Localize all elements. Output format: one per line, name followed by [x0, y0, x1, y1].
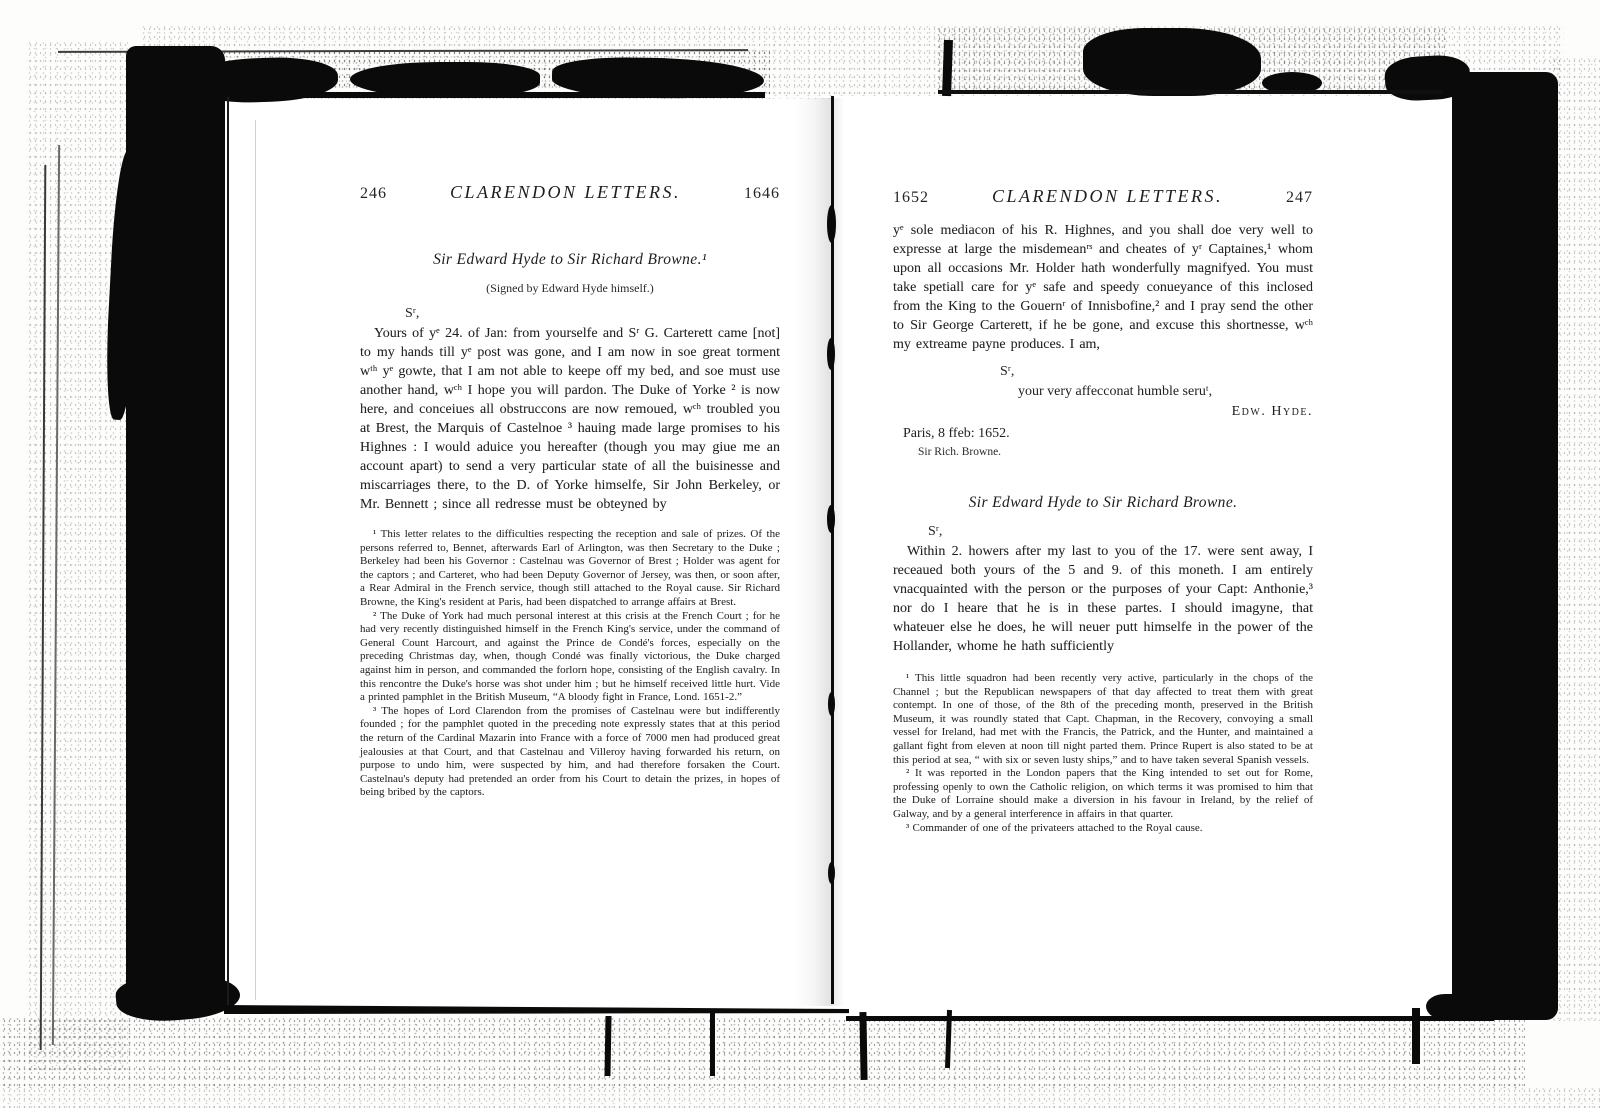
signature: Edw. Hyde. [1231, 404, 1313, 419]
page-number: 246 [360, 185, 387, 202]
footnote: ² The Duke of York had much personal interest at this crisis at the French Court ; for he had very recently distinguished himself in the French King's service, under the command of General Count Harcourt, and against the Prince de Condé's forces, especially on the preceding Christmas day, when, though Condé was finally victorious, the Duke charged against him in person, and commanded the forlorn hope, consisting of the English cavalry. In this rencontre the Duke's horse was shot under him ; but he himself received little hurt. Vide a printed pamphlet in the British Museum, “A bloody fight in France, Lond. 1651-2.” [360, 609, 780, 704]
letter-heading: Sir Edward Hyde to Sir Richard Browne. [968, 494, 1238, 511]
spine-stitch [827, 505, 835, 533]
scan-dash [945, 1010, 952, 1068]
footnote: ² It was reported in the London papers that the King intended to set out for Rome, professing openly to own the Catholic religion, on which terms it was promised to him that the Duke of Lorraine should make a diversion in his favour in Ireland, by the relief of Galway, and by a general interference in affairs in that quarter. [893, 767, 1313, 820]
scan-noise-bottom [0, 1016, 1525, 1088]
scan-noise-bottom-low [0, 1086, 1600, 1108]
letter-body: Within 2. howers after my last to you of the 17. were sent away, I receaued both yours of the 5 and 9. of this moneth. I am entirely vnacquainted with the person or the purposes of your Capt: Anthonie,³ nor do I heare that he is in these partes. I should imagyne, that whateuer else he does, he will neuer putt himselfe in the power of the Hollander, whome he hath sufficiently [893, 544, 1313, 654]
spine-stitch [828, 692, 835, 716]
addressee: Sir Rich. Browne. [918, 446, 1002, 458]
spine-stitch [828, 862, 835, 884]
left-footnotes [360, 528, 780, 800]
left-page-edge-line [227, 97, 229, 1009]
running-head [360, 99, 780, 203]
page-number: 247 [1286, 189, 1313, 206]
left-page-content [360, 99, 831, 800]
footnote: ³ The hopes of Lord Clarendon from the promises of Castelnau were but indifferently founded ; for the pamphlet quoted in the preceding note expressly states that at this period the return of the Cardinal Mazarin into France with a force of 7000 men had produced great jealousies at that Court, and that Castelnau and Villeroy having forwarded his return, on purpose to undo him, were suspected by him, and had therefore forsaken the Court. Castelnau's deputy had pretended an order from his Court to detain the prizes, in hopes of being bribed by the captors. [360, 704, 780, 799]
letter-heading: Sir Edward Hyde to Sir Richard Browne.¹ [433, 251, 707, 268]
right-page-bottom-line [846, 1016, 1494, 1021]
scan-noise-top [140, 24, 1564, 100]
scan-border-left [126, 46, 225, 1008]
scan-blotch [942, 40, 953, 96]
year-label: 1646 [744, 185, 780, 202]
signed-note: (Signed by Edward Hyde himself.) [486, 281, 654, 295]
right-page-surface [833, 96, 1455, 1020]
closing-salutation: Sʳ, [1000, 364, 1015, 379]
valediction: your very affecconat humble seruᵗ, [1018, 384, 1213, 399]
right-page-content [893, 96, 1455, 835]
running-head [893, 96, 1313, 207]
running-title: CLARENDON LETTERS. [449, 182, 682, 202]
footnote: ³ Commander of one of the privateers attached to the Royal cause. [906, 821, 1203, 834]
scan-dash [1412, 1008, 1420, 1064]
letter-body-continued: yᵉ sole mediacon of his R. Highnes, and you shall doe very well to expresse at large the misdemeanʳˢ and cheates of yʳ Captaines,¹ whom upon all occasions Mr. Holder hath wonderfully magnifyed. You must take spetiall care for yᵉ safe and speedy conueyance of this inclosed from the King to the Gouernʳ of Innisbofine,² and I pray send the other to Sir George Carterett, if he be gone, and excuse this shortnesse, wᶜʰ my extreame payne produces. I am, [893, 223, 1313, 352]
left-page-crease-line [255, 120, 256, 1000]
footnote: ¹ This little squadron had been recently very active, particularly in the chops of the Channel ; but the Republican newspapers of that day affected to treat them with great contempt. In one of those, of the 8th of the preceding month, preserved in the British Museum, it was roundly stated that Capt. Chapman, in the Recovery, convoying a small vessel for Ireland, had met with the Francis, the Patrick, and the Hunter, and maintained a gallant fight from eleven at noon till night parted them. Prince Rupert is also stated to be at this period at sea, “ with six or seven lusty ships,” and to have taken several Spanish vessels. [893, 672, 1313, 766]
scan-blotch [1083, 28, 1261, 96]
scan-dash [859, 1012, 867, 1080]
left-page-surface [228, 99, 831, 1007]
scan-dash [604, 1016, 611, 1076]
scan-dash [710, 1012, 715, 1076]
salutation: Sʳ, [405, 306, 420, 321]
scan-blotch-underline [225, 92, 765, 98]
year-label: 1652 [893, 189, 929, 206]
right-footnotes [893, 672, 1313, 835]
spine-stitch [827, 338, 835, 370]
letter-body: Yours of yᵉ 24. of Jan: from yourselfe and Sʳ G. Carterett came [not] to my hands till yᵉ post was gone, and I am now in soe great torment wᵗʰ yᵉ gowte, that I am not able to keepe off my bed, and soe must use another hand, wᶜʰ I hope you will pardon. The Duke of Yorke ² is now here, and conceiues all obstruccons are now remoued, wᶜʰ troubled you at Brest, the Marquis of Castelnoe ³ hauing made large promises to his Highnes : I would aduice you hereafter (though you may giue me an account apart) to send a very particular state of all the buisinesse and miscarriages there, to the D. of Yorke himselfe, Sir John Berkeley, or Mr. Bennett ; since all redresse must be obteyned by [360, 326, 780, 512]
dateline: Paris, 8 ffeb: 1652. [903, 426, 1010, 441]
footnote: ¹ This letter relates to the difficulties respecting the reception and sale of prizes. Of the persons referred to, Bennet, afterwards Earl of Arlington, was then Secretary to the Duke ; Berkeley had been his Governor : Castelnau was Governor of Brest ; Holder was agent for the captors ; and Carteret, who had been Deputy Governor of Jersey, was then, or soon after, a Rear Admiral in the French service, though still attached to the Royal cause. Sir Richard Browne, the King's resident at Paris, had been dispatched to arrange affairs at Brest. [360, 528, 780, 608]
salutation: Sʳ, [928, 524, 943, 539]
spine-stitch [827, 205, 836, 243]
cover-edge-line [40, 165, 47, 1050]
running-title: CLARENDON LETTERS. [991, 186, 1224, 206]
right-page-top-line [938, 90, 1443, 94]
cover-edge-line [52, 145, 60, 1045]
scan-border-right [1452, 72, 1558, 1020]
